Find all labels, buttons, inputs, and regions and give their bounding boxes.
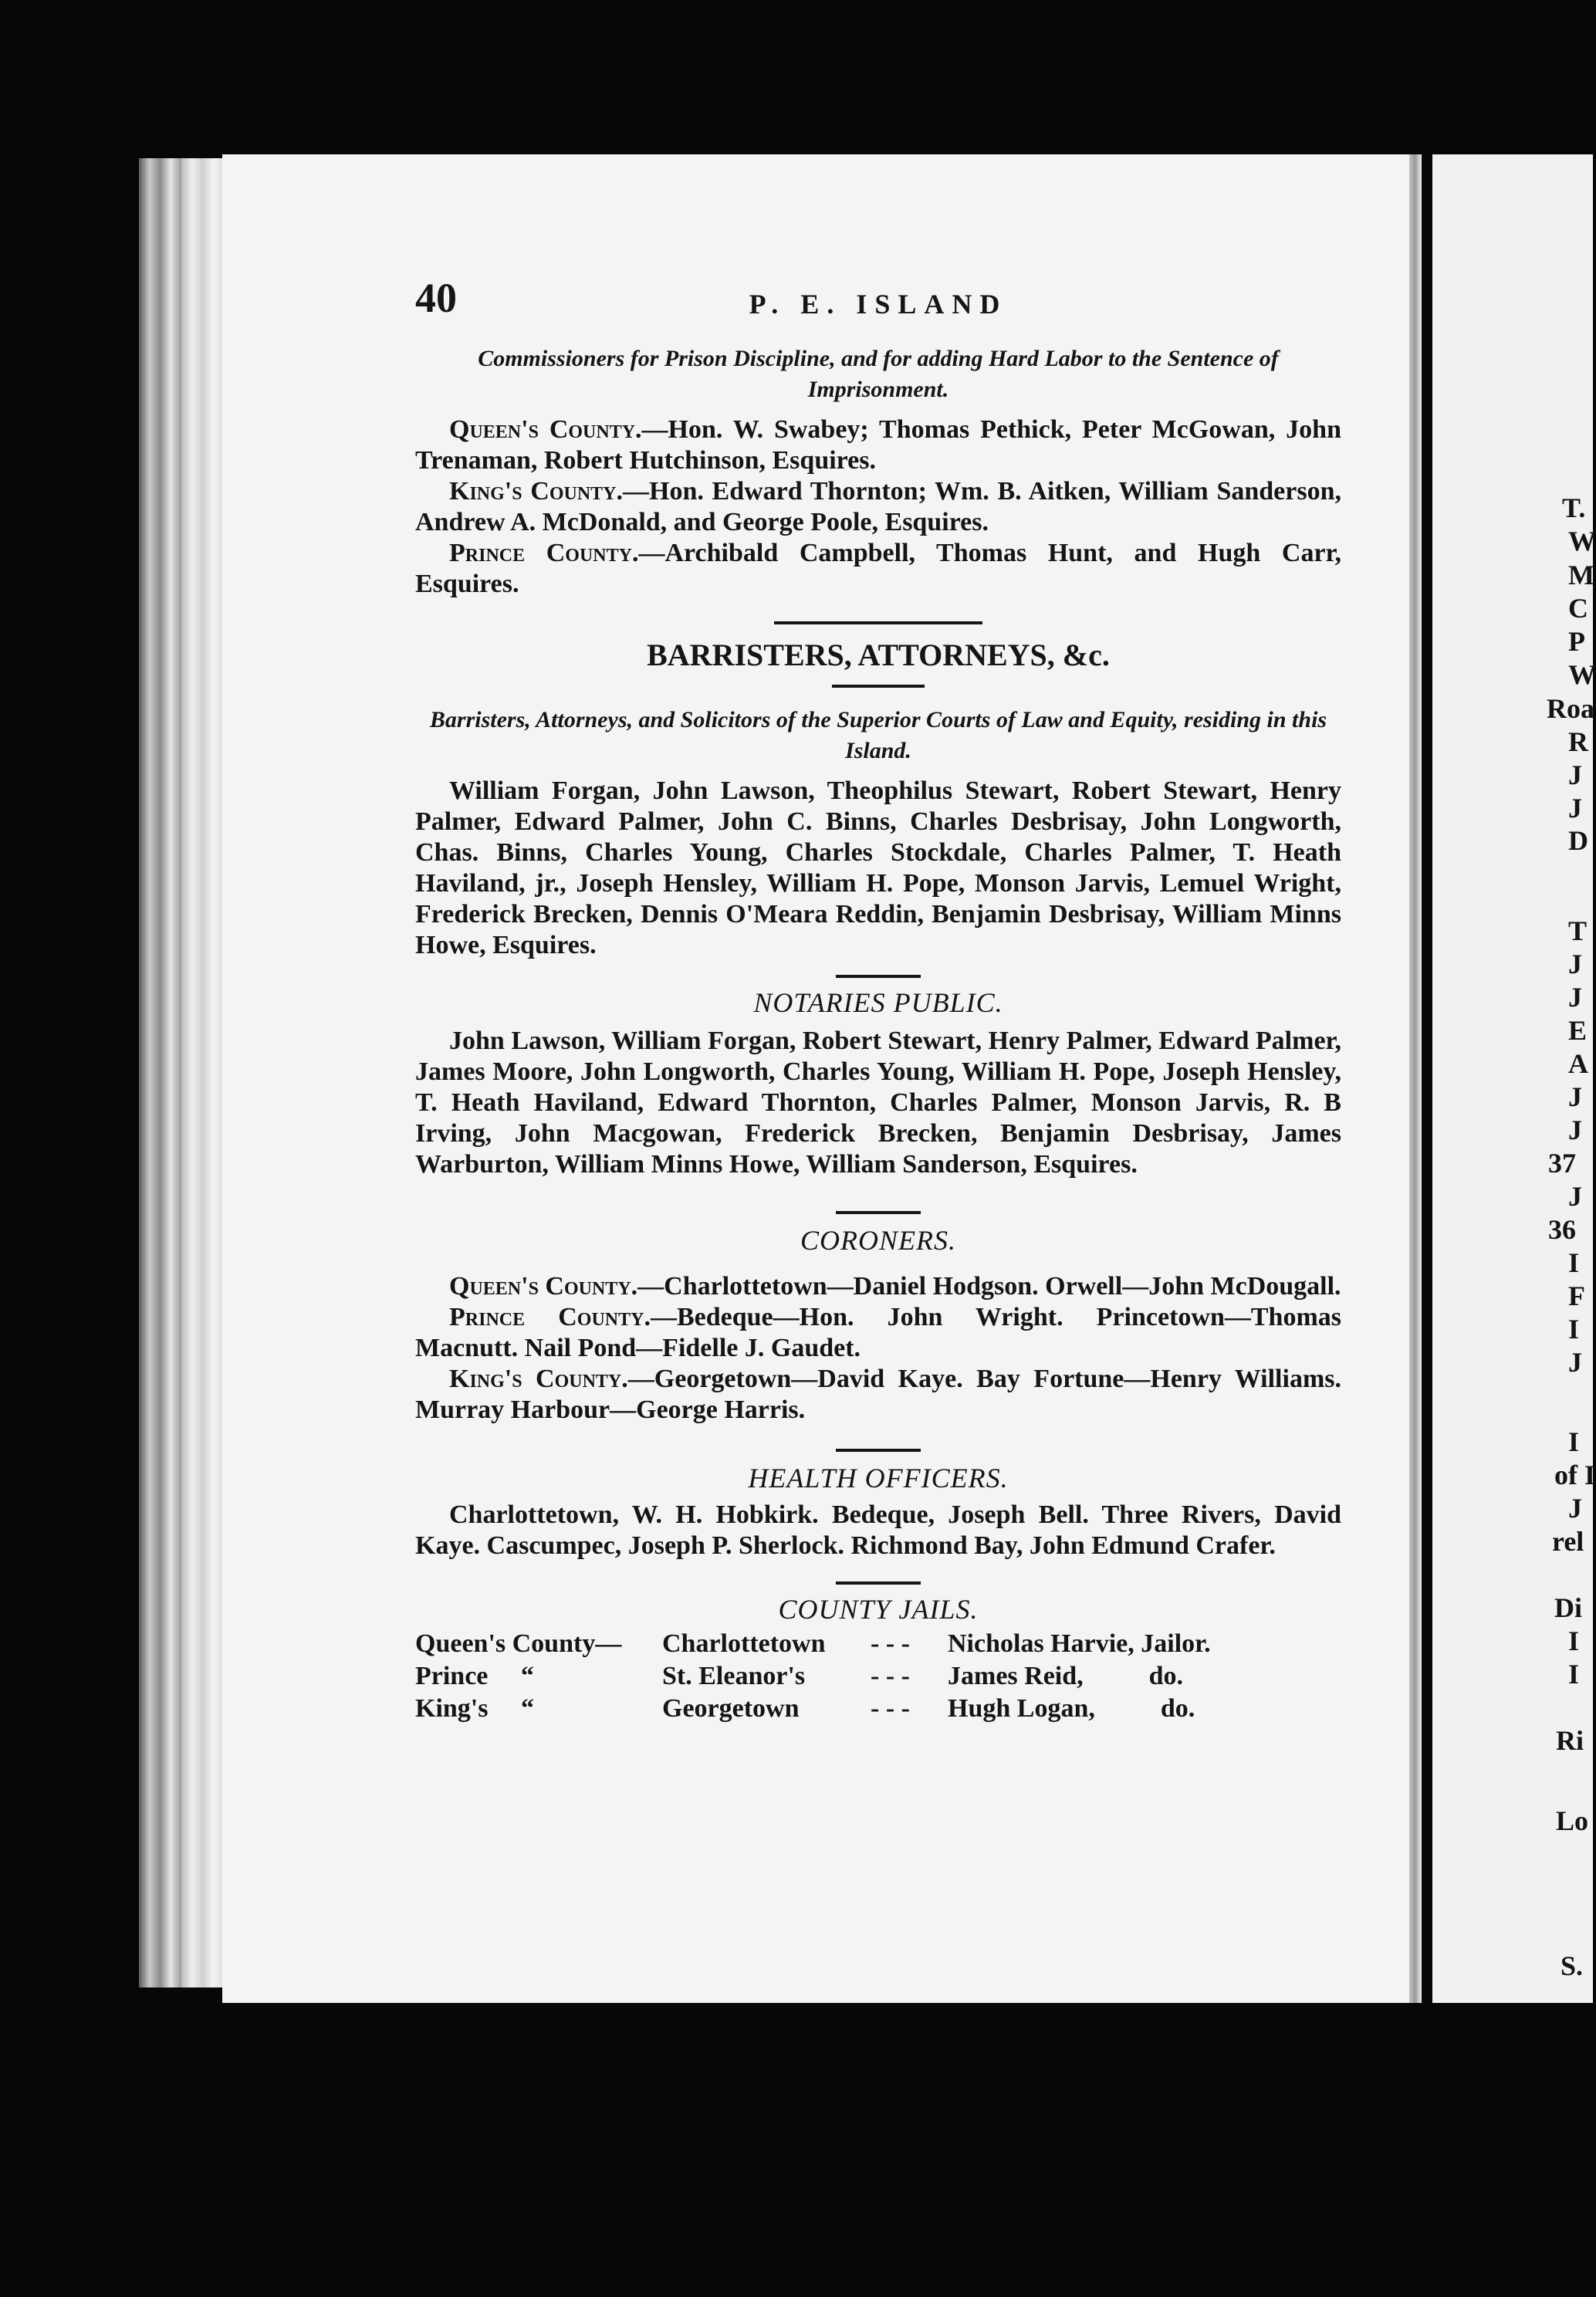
facing-fragment: J <box>1568 982 1582 1013</box>
county-jails-table <box>415 1628 1341 1725</box>
coroners-heading: CORONERS. <box>800 1225 956 1256</box>
jail-town: Georgetown <box>662 1694 800 1723</box>
facing-fragment: M <box>1568 560 1594 590</box>
book-gutter <box>1409 154 1422 2003</box>
facing-fragment: Lo <box>1556 1805 1589 1836</box>
facing-fragment: S. <box>1560 1950 1584 1981</box>
facing-fragment: P <box>1568 626 1585 657</box>
section-divider <box>774 621 982 624</box>
coroners-list <box>415 1271 1341 1426</box>
health-officers-heading: HEALTH OFFICERS. <box>748 1463 1009 1494</box>
county-jails-heading: COUNTY JAILS. <box>778 1594 979 1625</box>
jail-dashes: - - - <box>871 1662 910 1690</box>
entry-text: —Hon. W. Swabey; Thomas Pethick, Peter McGowan, John Trenaman, Robert Hutchinson, Esquires. <box>415 415 1341 475</box>
facing-fragment: T <box>1568 915 1588 946</box>
county-label: Queen's County. <box>449 1272 638 1301</box>
facing-fragment: I <box>1568 1426 1580 1457</box>
facing-fragment: J <box>1568 1081 1582 1112</box>
facing-fragment: J <box>1568 1493 1582 1524</box>
table-row <box>415 1693 1341 1725</box>
coroner-entry <box>415 1364 1341 1426</box>
heading-rule <box>832 685 925 688</box>
facing-fragment: J <box>1568 759 1582 790</box>
facing-page <box>1432 154 1596 2003</box>
facing-fragment: of I <box>1554 1460 1595 1490</box>
jail-dashes: - - - <box>871 1629 910 1658</box>
facing-fragment: T. <box>1562 492 1586 523</box>
jail-keeper: Hugh Logan, do. <box>948 1694 1195 1723</box>
entry-text: —Archibald Campbell, Thomas Hunt, and Hugh Carr, Esquires. <box>415 539 1342 598</box>
table-row <box>415 1628 1341 1660</box>
jail-dashes: - - - <box>871 1694 910 1723</box>
jail-county: Queen's County— <box>415 1629 622 1658</box>
facing-fragment: A <box>1568 1048 1588 1079</box>
facing-fragment: 37 <box>1548 1148 1576 1179</box>
prison-entry <box>415 476 1341 538</box>
facing-fragment: E <box>1568 1015 1588 1046</box>
page-stack-edge-inner <box>181 158 224 1987</box>
table-row <box>415 1660 1341 1693</box>
facing-fragment: J <box>1568 1115 1582 1145</box>
jail-keeper: Nicholas Harvie, Jailor. <box>948 1629 1211 1658</box>
notaries-list: John Lawson, William Forgan, Robert Stewart, Henry Palmer, Edward Palmer, James Moore, John Longworth, Charles Young, William H. Pope, Joseph Hensley, T. Heath Haviland, Edward Thornton, Charles Palmer, Monson Jarvis, R. B Irving, John Macgowan, Frederick Brecken, Benjamin Desbrisay, James Warburton, William Minns Howe, William Sanderson, Esquires. <box>415 1027 1341 1179</box>
page-content <box>415 274 1341 1725</box>
county-label: Prince County. <box>449 539 639 567</box>
prison-entry <box>415 538 1341 600</box>
facing-fragment: J <box>1568 1181 1582 1212</box>
county-label: Queen's County. <box>449 415 642 444</box>
page-header <box>415 274 1341 336</box>
page-number: 40 <box>415 275 457 321</box>
barristers-subheading: Barristers, Attorneys, and Solicitors of the Superior Courts of Law and Equity, residing in this Island. <box>429 707 1327 763</box>
facing-fragment: R <box>1568 726 1588 757</box>
facing-fragment: Roa <box>1547 693 1594 724</box>
jail-town: St. Eleanor's <box>662 1662 806 1690</box>
facing-fragment: I <box>1568 1314 1580 1345</box>
facing-fragment: I <box>1568 1625 1580 1656</box>
section-divider <box>836 1449 921 1452</box>
facing-fragment: Ri <box>1556 1725 1584 1756</box>
county-label: King's County. <box>449 477 623 506</box>
jail-town: Charlottetown <box>662 1629 826 1658</box>
facing-fragment: J <box>1568 949 1582 979</box>
page-stack-edge <box>139 158 181 1987</box>
facing-fragment: W <box>1568 659 1596 690</box>
running-title: P. E. ISLAND <box>749 289 1008 320</box>
county-label: King's County. <box>449 1365 628 1393</box>
jail-county: Prince “ <box>415 1662 534 1690</box>
county-label: Prince County. <box>449 1303 651 1331</box>
entry-text: —Bedeque—Hon. John Wright. Princetown—Thomas Macnutt. Nail Pond—Fidelle J. Gaudet. <box>415 1303 1341 1362</box>
facing-fragment: I <box>1568 1247 1580 1278</box>
section-divider <box>836 1211 921 1214</box>
facing-fragment: D <box>1568 825 1588 856</box>
facing-fragment: Di <box>1554 1592 1582 1623</box>
facing-fragment: rel <box>1552 1526 1584 1557</box>
prison-commissioners-heading: Commissioners for Prison Discipline, and for adding Hard Labor to the Sentence of Imprisonment. <box>478 346 1279 402</box>
jail-keeper: James Reid, do. <box>948 1662 1184 1690</box>
coroner-entry <box>415 1302 1341 1364</box>
barristers-heading: BARRISTERS, ATTORNEYS, &c. <box>647 638 1110 672</box>
notaries-heading: NOTARIES PUBLIC. <box>753 987 1003 1018</box>
entry-text: —Georgetown—David Kaye. Bay Fortune—Henry Williams. Murray Harbour—George Harris. <box>415 1365 1341 1424</box>
facing-fragment: W <box>1568 526 1596 556</box>
prison-commissioners-list <box>415 414 1341 600</box>
facing-fragment: C <box>1568 593 1588 624</box>
coroner-entry <box>415 1271 1341 1302</box>
facing-fragment: J <box>1568 1347 1582 1378</box>
section-divider <box>836 1582 921 1585</box>
health-officers-list: Charlottetown, W. H. Hobkirk. Bedeque, Joseph Bell. Three Rivers, David Kaye. Cascumpec, Joseph P. Sherlock. Richmond Bay, John Edmund Crafer. <box>415 1500 1341 1560</box>
entry-text: —Charlottetown—Daniel Hodgson. Orwell—John McDougall. <box>637 1272 1341 1301</box>
facing-fragment: I <box>1568 1659 1580 1690</box>
entry-text: —Hon. Edward Thornton; Wm. B. Aitken, William Sanderson, Andrew A. McDonald, and George Poole, Esquires. <box>415 477 1341 536</box>
jail-county: King's “ <box>415 1694 534 1723</box>
barristers-list: William Forgan, John Lawson, Theophilus Stewart, Robert Stewart, Henry Palmer, Edward Palmer, John C. Binns, Charles Desbrisay, John Longworth, Chas. Binns, Charles Young, Charles Stockdale, Charles Palmer, T. Heath Haviland, jr., Joseph Hensley, William H. Pope, Monson Jarvis, Lemuel Wright, Frederick Brecken, Dennis O'Meara Reddin, Benjamin Desbrisay, William Minns Howe, Esquires. <box>415 776 1341 959</box>
section-divider <box>836 975 921 978</box>
facing-fragment: J <box>1568 793 1582 824</box>
prison-entry <box>415 414 1341 476</box>
facing-fragment: 36 <box>1548 1214 1576 1245</box>
facing-fragment: F <box>1568 1280 1585 1311</box>
